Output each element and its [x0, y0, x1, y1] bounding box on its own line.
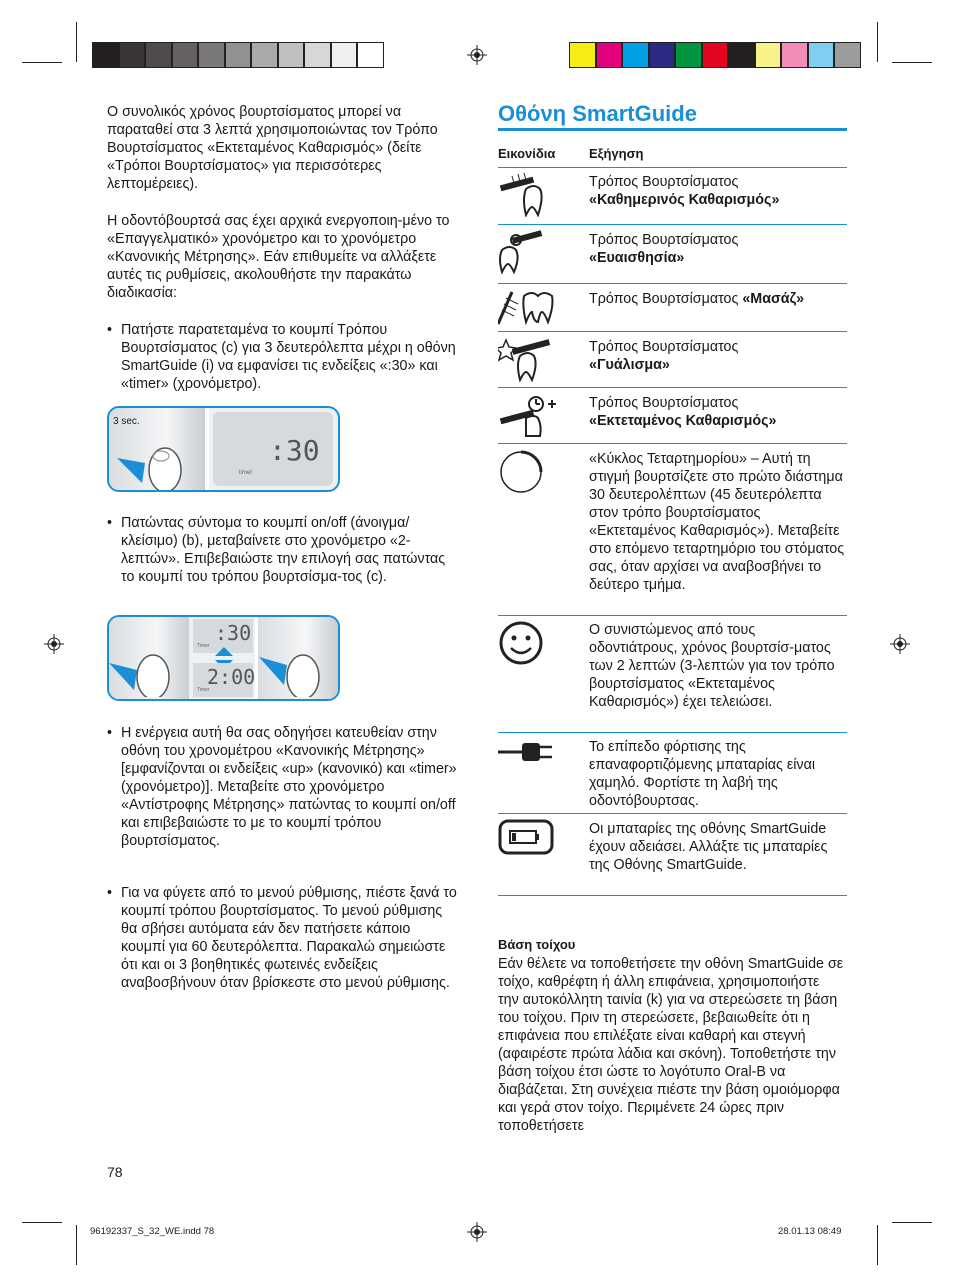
- table-divider: [498, 615, 847, 616]
- display-subtext: timer: [239, 470, 253, 476]
- figure-label: 3 sec.: [113, 416, 140, 427]
- display-digits: :30: [215, 621, 252, 645]
- color-swatch: [357, 42, 384, 68]
- color-swatch: [834, 42, 861, 68]
- table-divider: [498, 732, 847, 733]
- footer-timestamp: 28.01.13 08:49: [778, 1226, 842, 1237]
- row-line1: Τρόπος Βουρτσίσματος: [589, 291, 743, 307]
- display-subtext: Timer: [197, 687, 210, 693]
- row-line1: Τρόπος Βουρτσίσματος: [589, 339, 739, 355]
- finger-press-icon: [109, 635, 189, 697]
- footer-file-info: 96192337_S_32_WE.indd 78: [90, 1226, 215, 1237]
- table-row: [589, 450, 845, 594]
- bullet-dot: •: [107, 725, 113, 741]
- color-swatch: [92, 42, 119, 68]
- smartguide-display: [213, 412, 333, 486]
- row-mode-name: «Γυάλισμα»: [589, 357, 670, 373]
- color-swatch: [649, 42, 676, 68]
- color-swatch: [198, 42, 225, 68]
- color-calibration-bar: [569, 42, 861, 68]
- daily-clean-icon: [498, 171, 546, 217]
- row-text: «Κύκλος Τεταρτημορίου» – Αυτή τη στιγμή βουρτσίζετε στο πρώτο διάστημα 30 δευτερολέπτων (45 δευτερόλεπτα στον τρόπο βουρτσίσματος «Εκτεταμένος Καθαρισμός»). Μεταβείτε στο επόμενο τεταρτημόριο του στόματος σας, όταν αρχίσει να αναβοσβήνει το δεύτερο τμήμα.: [589, 451, 845, 593]
- color-swatch: [304, 42, 331, 68]
- color-swatch: [702, 42, 729, 68]
- title-rule: [498, 128, 847, 131]
- crop-mark: [22, 62, 62, 63]
- table-divider: [498, 331, 847, 332]
- bullet-text: Πατώντας σύντομα το κουμπί on/off (άνοιγμα/ κλείσιμο) (b), μεταβαίνετε στο χρονόμετρο «2-λεπτών». Επιβεβαιώστε την επιλογή σας πατώντας το κουμπί του τρόπου βουρτσίσμα-τος (c).: [121, 515, 446, 585]
- color-swatch: [172, 42, 199, 68]
- sensitive-icon: [498, 228, 546, 276]
- crop-mark: [877, 22, 878, 62]
- page-number: 78: [107, 1164, 123, 1180]
- finger-press-icon: [117, 428, 197, 490]
- color-swatch: [145, 42, 172, 68]
- polish-icon: [498, 336, 554, 382]
- color-swatch: [781, 42, 808, 68]
- crop-mark: [76, 1225, 77, 1265]
- bullet-dot: •: [107, 322, 113, 338]
- row-mode-name: «Καθημερινός Καθαρισμός»: [589, 192, 780, 208]
- registration-mark-icon: [467, 1222, 487, 1242]
- table-divider: [498, 283, 847, 284]
- column-header-icons: Εικονίδια: [498, 146, 556, 161]
- plug-icon: [498, 737, 554, 767]
- color-swatch: [251, 42, 278, 68]
- color-swatch: [755, 42, 782, 68]
- table-row: [589, 338, 845, 374]
- table-divider: [498, 387, 847, 388]
- row-mode-name: «Εκτεταμένος Καθαρισμός»: [589, 413, 777, 429]
- crop-mark: [892, 1222, 932, 1223]
- bullet-item: [107, 321, 457, 393]
- deep-clean-icon: [498, 392, 556, 438]
- bullet-text: Η ενέργεια αυτή θα σας οδηγήσει κατευθείαν στην οθόνη του χρονομέτρου «Κανονικής Μέτρησης» [εμφανίζονται οι ενδείξεις «up» (κανονικό) και «timer» (χρονόμετρο)]. Μεταβείτε στο χρονόμετρο «Αντίστροφης Μέτρησης» πατώντας το κουμπί on/off και επιβεβαιώστε το με το κουμπί τρόπου βουρτσίσματος.: [121, 725, 457, 849]
- bullet-item: [107, 884, 457, 992]
- table-divider: [498, 443, 847, 444]
- table-divider: [498, 167, 847, 168]
- display-subtext: Timer: [197, 643, 210, 649]
- color-swatch: [622, 42, 649, 68]
- wall-mount-paragraph: Εάν θέλετε να τοποθετήσετε την οθόνη SmartGuide σε τοίχο, καθρέφτη ή άλλη επιφάνεια, χρησιμοποιήστε την αυτοκόλλητη ταινία (k) για να στερεώσετε τη βάση του τοίχου. Πριν τη στερεώσετε, βεβαιωθείτε ότι η επιφάνεια που επιλέξατε είναι καθαρή και στεγνή (αφαιρέστε πρώτα λάδια και σκόνη). Τοποθετήστε την βάση τοίχου έτσι ώστε το λογότυπο Oral-B να διαβάζεται. Στη συνέχεια πιέστε την βάση ομοιόμορφα και γερά στον τοίχο. Περιμένετε 24 ώρες πριν τοποθετήσετε: [498, 956, 844, 1134]
- registration-mark-icon: [890, 634, 910, 654]
- table-divider: [498, 224, 847, 225]
- color-swatch: [569, 42, 596, 68]
- quadrant-circle-icon: [498, 449, 544, 495]
- column-header-explanation: Εξήγηση: [589, 146, 644, 161]
- figure-timer-select: [107, 615, 340, 701]
- finger-press-icon: [259, 635, 339, 697]
- display-digits: 2:00: [207, 665, 256, 689]
- row-line1: Τρόπος Βουρτσίσματος: [589, 395, 739, 411]
- color-swatch: [728, 42, 755, 68]
- display-bottom: [193, 663, 256, 697]
- color-swatch: [278, 42, 305, 68]
- battery-icon: [498, 819, 554, 855]
- gray-calibration-bar: [92, 42, 384, 68]
- row-line1: Τρόπος Βουρτσίσματος: [589, 232, 739, 248]
- table-row: [589, 738, 845, 810]
- page-title: Οθόνη SmartGuide: [498, 101, 697, 126]
- table-row: [589, 621, 845, 711]
- bullet-dot: •: [107, 515, 113, 531]
- row-text: Το επίπεδο φόρτισης της επαναφορτιζόμενης μπαταρίας είναι χαμηλό. Φορτίστε τη λαβή της οδοντόβουρτσας.: [589, 739, 816, 809]
- intro-paragraph: Ο συνολικός χρόνος βουρτσίσματος μπορεί να παραταθεί στα 3 λεπτά χρησιμοποιώντας τον Τρόπο Βουρτσίσματος «Εκτεταμένος Καθαρισμός» (δείτε «Τρόποι Βουρτσίσματος» για περισσότερες λεπτομέρειες).: [107, 104, 438, 192]
- row-mode-name: «Ευαισθησία»: [589, 250, 685, 266]
- row-text: Οι μπαταρίες της οθόνης SmartGuide έχουν αδειάσει. Αλλάξτε τις μπαταρίες της Οθόνης SmartGuide.: [589, 821, 828, 873]
- crop-mark: [22, 1222, 62, 1223]
- figure-3sec-press: [107, 406, 340, 492]
- bullet-text: Πατήστε παρατεταμένα το κουμπί Τρόπου Βουρτσίσματος (c) για 3 δευτερόλεπτα μέχρι η οθόνη SmartGuide (i) να εμφανίσει τις ενδείξεις «:30» και «timer» (χρονόμετρο).: [121, 322, 456, 392]
- registration-mark-icon: [44, 634, 64, 654]
- table-row: [589, 173, 845, 209]
- display-digits: :30: [269, 434, 320, 467]
- massage-icon: [498, 288, 554, 326]
- table-row: [589, 231, 845, 267]
- row-text: Ο συνιστώμενος από τους οδοντιάτρους, χρόνος βουρτσίσ-ματος των 2 λεπτών (3-λεπτών για τον τρόπο βουρτσίσματος «Εκτεταμένος Καθαρισμός») έχει τελειώσει.: [589, 622, 835, 710]
- settings-paragraph: Η οδοντόβουρτσά σας έχει αρχικά ενεργοποιη-μένο το «Επαγγελματικό» χρονόμετρο και το χρονόμετρο «Κανονικής Μέτρησης». Εάν επιθυμείτε να αλλάξετε αυτές τις ρυθμίσεις, ακολουθήστε την παρακάτω διαδικασία:: [107, 213, 450, 301]
- table-divider: [498, 813, 847, 814]
- table-row: [589, 394, 845, 430]
- color-swatch: [596, 42, 623, 68]
- row-mode-name: «Μασάζ»: [742, 291, 805, 307]
- crop-mark: [892, 62, 932, 63]
- color-swatch: [675, 42, 702, 68]
- color-swatch: [225, 42, 252, 68]
- smiley-icon: [498, 620, 544, 666]
- table-row: [589, 820, 845, 874]
- crop-mark: [877, 1225, 878, 1265]
- color-swatch: [331, 42, 358, 68]
- bullet-item: [107, 724, 457, 850]
- table-row: [589, 290, 845, 308]
- registration-mark-icon: [467, 45, 487, 65]
- row-line1: Τρόπος Βουρτσίσματος: [589, 174, 739, 190]
- table-divider: [498, 895, 847, 896]
- wall-mount-heading: Βάση τοίχου: [498, 937, 576, 952]
- bullet-text: Για να φύγετε από το μενού ρύθμισης, πιέστε ξανά το κουμπί τρόπου βουρτσίσματος. Το μενού ρύθμισης θα σβήσει αυτόματα εάν δεν πατήσετε κάποιο κουμπί για 60 δευτερόλεπτα. Παρακαλώ σημειώστε ότι και οι 3 βοηθητικές φωτεινές ενδείξεις αναβοσβήνουν όταν βρίσκεστε στο μενού ρύθμισης.: [121, 885, 457, 991]
- color-swatch: [119, 42, 146, 68]
- color-swatch: [808, 42, 835, 68]
- bullet-item: [107, 514, 457, 586]
- bullet-dot: •: [107, 885, 113, 901]
- crop-mark: [76, 22, 77, 62]
- figure-divider: [205, 408, 209, 490]
